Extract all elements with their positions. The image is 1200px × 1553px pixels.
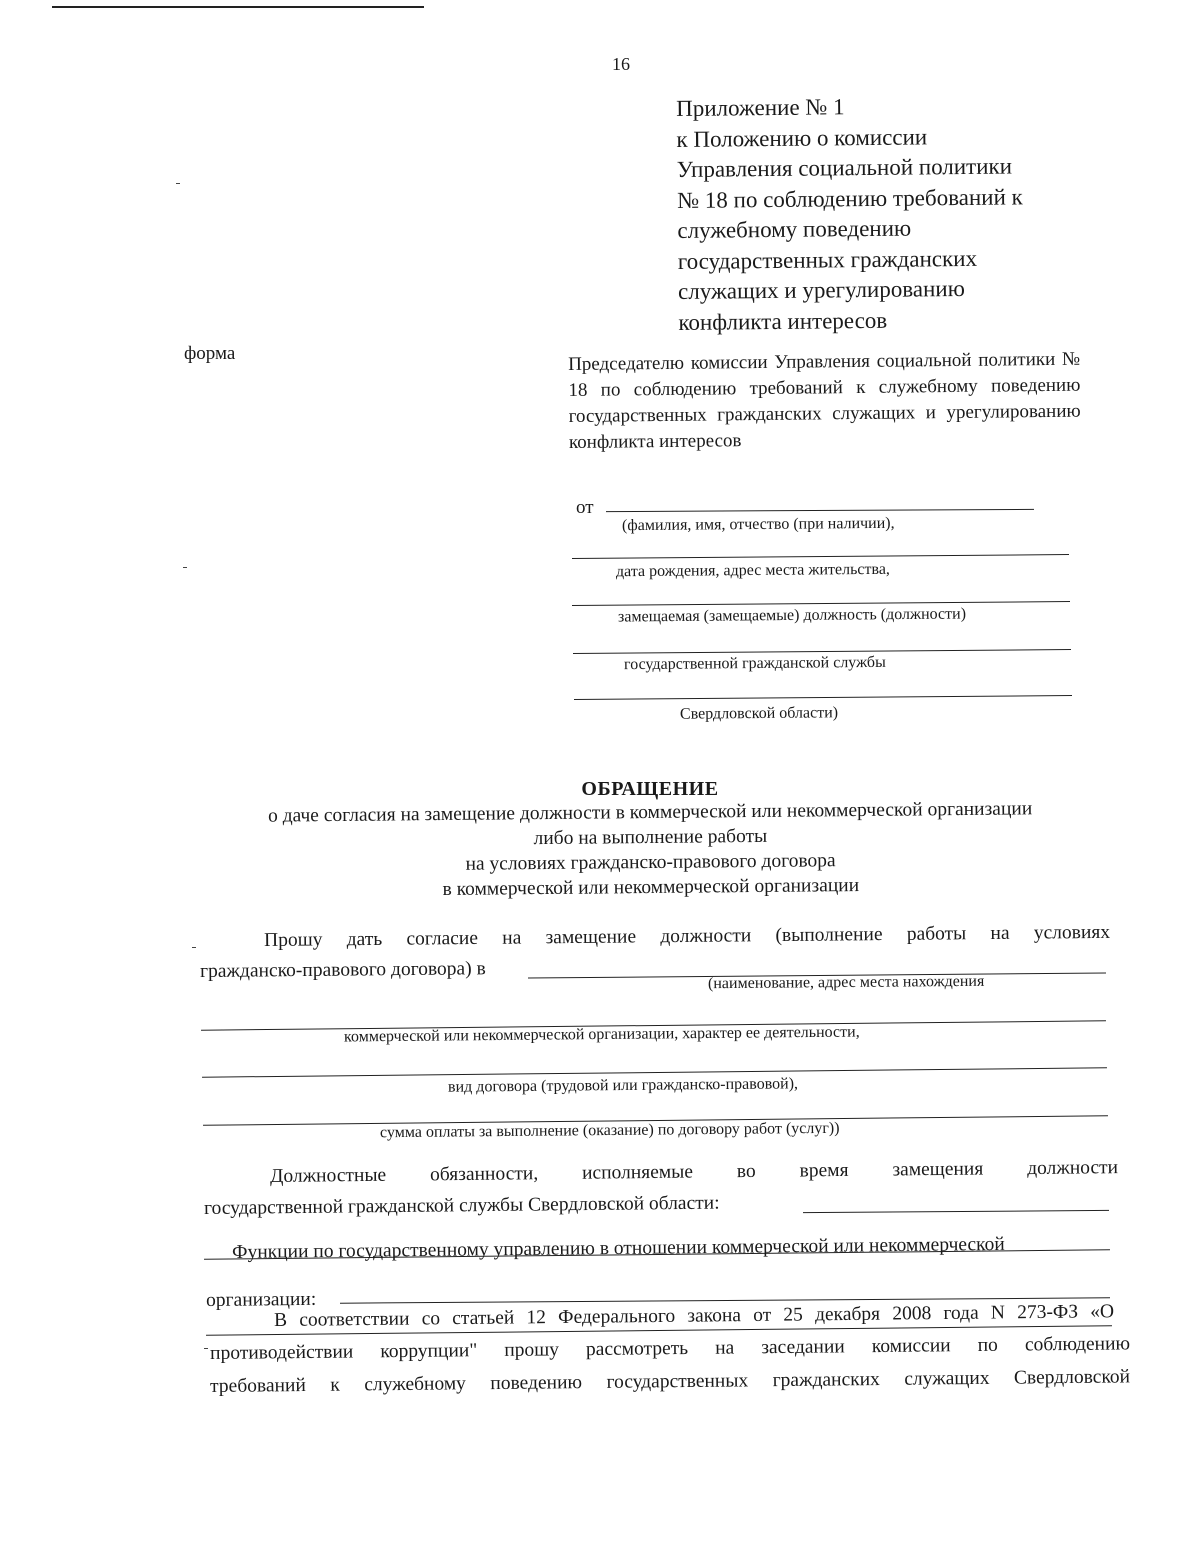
appendix-line: Приложение № 1: [676, 94, 845, 121]
functions-line-1: Функции по государственному управлению в отношении коммерческой или некоммерческой: [232, 1233, 1005, 1263]
page-number: 16: [612, 54, 630, 74]
scan-speck: [192, 947, 196, 948]
from-caption: дата рождения, адрес места жительства,: [615, 560, 890, 581]
form-label: форма: [184, 343, 236, 364]
scan-speck: [183, 567, 187, 568]
law-line-1: В соответствии со статьей 12 Федерального закона от 25 декабря 2008 года N 273-ФЗ «О: [274, 1301, 1115, 1331]
payment-caption: сумма оплаты за выполнение (оказание) по договору работ (услуг)): [379, 1119, 840, 1142]
appendix-line: конфликта интересов: [678, 307, 888, 335]
from-line[interactable]: [606, 509, 1034, 512]
subtitle-line: либо на выполнение работы: [533, 825, 768, 850]
subtitle-line: на условиях гражданско-правового договора: [465, 850, 836, 875]
appendix-line: служащих и урегулированию: [677, 275, 965, 304]
request-line-1: Прошу дать согласие на замещение должности (выполнение работы на условиях: [264, 921, 1111, 951]
law-line-2: противодействии коррупции" прошу рассмотреть на заседании комиссии по соблюдению: [210, 1333, 1131, 1364]
document-subtitle: [150, 795, 1151, 905]
from-caption: (фамилия, имя, отчество (при наличии),: [621, 514, 895, 535]
request-line-2: гражданско-правового договора) в: [200, 958, 486, 982]
appendix-line: государственных гражданских: [677, 245, 978, 274]
addressee-block: Председателю комиссии Управления социальной политики № 18 по соблюдению требований к служебному поведению государственных гражданских служащих и урегулированию конфликта интересов: [568, 348, 1081, 453]
from-line[interactable]: [572, 601, 1070, 606]
subtitle-line: о даче согласия на замещение должности в коммерческой или некоммерческой организации: [267, 798, 1033, 827]
header-rule: [52, 6, 424, 8]
law-line-3: требований к служебному поведению государственных гражданских служащих Свердловской: [210, 1366, 1131, 1397]
organization-caption: коммерческой или некоммерческой организации, характер ее деятельности,: [343, 1023, 860, 1046]
functions-line-2: организации:: [206, 1288, 317, 1311]
from-line[interactable]: [573, 649, 1071, 654]
duties-input-line[interactable]: [803, 1210, 1109, 1213]
scan-speck: [204, 1348, 208, 1349]
appendix-line: Управления социальной политики: [676, 153, 1013, 182]
organization-caption: (наименование, адрес места нахождения: [707, 972, 985, 993]
appendix-line: служебному поведению: [677, 215, 912, 243]
appendix-block: [676, 90, 1024, 338]
from-label: от: [576, 497, 594, 518]
document-title: ОБРАЩЕНИЕ: [581, 778, 719, 800]
duties-line-2: государственной гражданской службы Свердловской области:: [204, 1192, 720, 1219]
duties-line-1: Должностные обязанности, исполняемые во время замещения должности: [270, 1157, 1119, 1187]
from-caption: Свердловской области): [679, 704, 839, 723]
subtitle-line: в коммерческой или некоммерческой организации: [442, 874, 860, 900]
appendix-line: № 18 по соблюдению требований к: [676, 183, 1023, 213]
contract-type-caption: вид договора (трудовой или гражданско-правовой),: [447, 1075, 799, 1096]
from-caption: государственной гражданской службы: [623, 653, 886, 674]
from-caption: замещаемая (замещаемые) должность (должности): [617, 605, 967, 626]
scan-speck: [176, 183, 180, 184]
from-line[interactable]: [572, 554, 1069, 559]
appendix-line: к Положению о комиссии: [676, 123, 928, 152]
from-line[interactable]: [574, 695, 1072, 700]
